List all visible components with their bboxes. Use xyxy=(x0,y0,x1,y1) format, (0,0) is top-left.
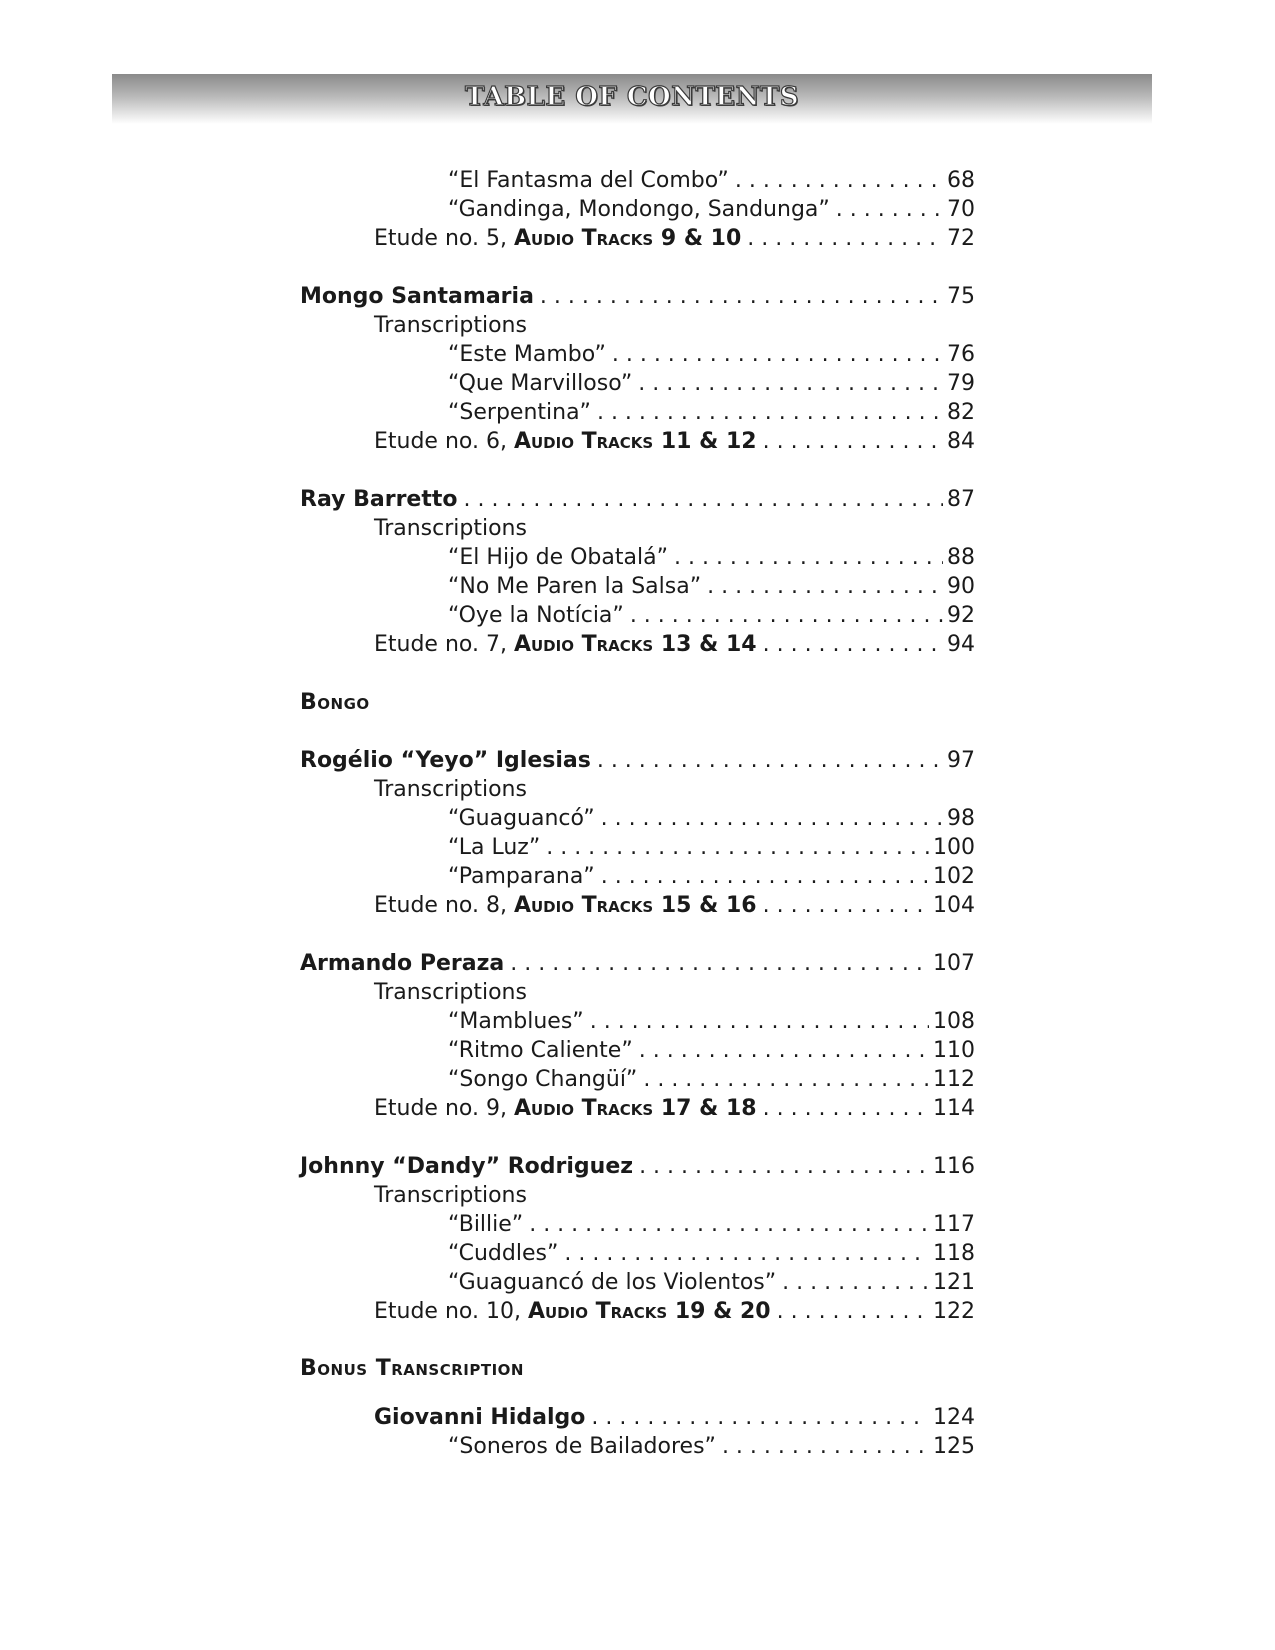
toc-entry-label: “Este Mambo” xyxy=(448,342,606,367)
transcriptions-label: Transcriptions xyxy=(374,516,527,541)
etude-prefix: Etude no. 9, xyxy=(374,1096,514,1121)
toc-page-number: 125 xyxy=(933,1434,975,1459)
toc-subheading xyxy=(374,1181,975,1211)
dot-leader xyxy=(747,224,943,254)
dot-leader xyxy=(597,398,943,428)
toc-page-number: 84 xyxy=(947,429,975,454)
dot-leader xyxy=(674,543,943,573)
toc-page-number: 108 xyxy=(933,1009,975,1034)
toc-entry-label: “Pamparana” xyxy=(448,864,595,889)
toc-entry-label: “Guaguancó de los Violentos” xyxy=(448,1270,777,1295)
toc-entry[interactable] xyxy=(448,398,975,428)
dot-leader xyxy=(546,833,929,863)
toc-entry-label: “Serpentina” xyxy=(448,400,591,425)
toc-page-number: 97 xyxy=(947,748,975,773)
toc-etude-entry[interactable] xyxy=(374,630,975,660)
toc-page-number: 98 xyxy=(947,806,975,831)
dot-leader xyxy=(782,1268,929,1298)
dot-leader xyxy=(612,340,943,370)
toc-page-number: 75 xyxy=(947,284,975,309)
toc-entry-label: “Que Marvilloso” xyxy=(448,371,633,396)
dot-leader xyxy=(601,804,943,834)
etude-prefix: Etude no. 8, xyxy=(374,893,514,918)
toc-entry-label: “Soneros de Bailadores” xyxy=(448,1434,716,1459)
toc-artist-entry[interactable] xyxy=(300,1152,975,1182)
toc-artist-entry[interactable] xyxy=(300,485,975,515)
toc-entry[interactable] xyxy=(448,862,975,892)
dot-leader xyxy=(763,891,929,921)
dot-leader xyxy=(564,1239,929,1269)
toc-artist-label: Armando Peraza xyxy=(300,951,505,976)
toc-etude-entry[interactable] xyxy=(374,427,975,457)
toc-entry-label: “El Hijo de Obatalá” xyxy=(448,545,668,570)
toc-entry-label: “Guaguancó” xyxy=(448,806,595,831)
toc-page-number: 100 xyxy=(933,835,975,860)
etude-prefix: Etude no. 6, xyxy=(374,429,514,454)
transcriptions-label: Transcriptions xyxy=(374,980,527,1005)
toc-subheading xyxy=(374,514,975,544)
toc-page-number: 121 xyxy=(933,1270,975,1295)
toc-entry-label xyxy=(374,1297,771,1327)
dot-leader xyxy=(763,1094,929,1124)
dot-leader xyxy=(643,1065,929,1095)
transcriptions-label: Transcriptions xyxy=(374,777,527,802)
toc-entry-label: “Ritmo Caliente” xyxy=(448,1038,633,1063)
toc-artist-label: Rogélio “Yeyo” Iglesias xyxy=(300,748,591,773)
toc-page-number: 112 xyxy=(933,1067,975,1092)
toc-entry[interactable] xyxy=(448,543,975,573)
toc-etude-entry[interactable] xyxy=(374,1094,975,1124)
dot-leader xyxy=(630,601,943,631)
header-band xyxy=(112,74,1152,124)
section-heading-bonus: Bonus Transcription xyxy=(300,1356,524,1381)
toc-artist-label: Mongo Santamaria xyxy=(300,284,534,309)
toc-entry-label: “La Luz” xyxy=(448,835,541,860)
dot-leader xyxy=(464,485,944,515)
toc-subheading xyxy=(374,978,975,1008)
toc-entry-label: “Songo Changüí” xyxy=(448,1067,638,1092)
audio-tracks-label: Audio Tracks 17 & 18 xyxy=(513,1096,757,1121)
etude-prefix: Etude no. 5, xyxy=(374,226,514,251)
audio-tracks-label: Audio Tracks 13 & 14 xyxy=(513,632,757,657)
dot-leader xyxy=(597,746,943,776)
toc-entry-label: “Gandinga, Mondongo, Sandunga” xyxy=(448,197,830,222)
toc-page-number: 68 xyxy=(947,168,975,193)
toc-entry-label: “Cuddles” xyxy=(448,1241,559,1266)
toc-entry[interactable] xyxy=(448,195,975,225)
dot-leader xyxy=(763,427,943,457)
toc-page-number: 92 xyxy=(947,603,975,628)
toc-page-number: 79 xyxy=(947,371,975,396)
dot-leader xyxy=(510,949,929,979)
toc-entry[interactable] xyxy=(448,340,975,370)
section-heading-bongo: Bongo xyxy=(300,690,370,715)
toc-entry[interactable] xyxy=(448,1007,975,1037)
toc-page-number: 117 xyxy=(933,1212,975,1237)
audio-tracks-label: Audio Tracks 19 & 20 xyxy=(527,1299,771,1324)
dot-leader xyxy=(590,1007,929,1037)
toc-etude-entry[interactable] xyxy=(374,1297,975,1327)
toc-artist-entry[interactable] xyxy=(300,746,975,776)
toc-page-number: 124 xyxy=(933,1405,975,1430)
toc-entry[interactable] xyxy=(448,804,975,834)
dot-leader xyxy=(707,572,943,602)
toc-entry[interactable] xyxy=(448,1239,975,1269)
toc-artist-label: Johnny “Dandy” Rodriguez xyxy=(300,1154,634,1179)
toc-subheading xyxy=(374,775,975,805)
toc-page-number: 70 xyxy=(947,197,975,222)
toc-page-number: 76 xyxy=(947,342,975,367)
toc-entry[interactable] xyxy=(448,601,975,631)
etude-prefix: Etude no. 10, xyxy=(374,1299,528,1324)
toc-page-number: 114 xyxy=(933,1096,975,1121)
toc-etude-entry[interactable] xyxy=(374,891,975,921)
audio-tracks-label: Audio Tracks 9 & 10 xyxy=(513,226,742,251)
toc-entry-label xyxy=(374,630,757,660)
toc-entry-label xyxy=(374,1094,757,1124)
toc-artist-entry[interactable] xyxy=(300,282,975,312)
toc-entry-label: “Mamblues” xyxy=(448,1009,584,1034)
dot-leader xyxy=(639,1152,929,1182)
toc-artist-entry[interactable] xyxy=(374,1403,975,1433)
etude-prefix: Etude no. 7, xyxy=(374,632,514,657)
toc-entry[interactable] xyxy=(448,1065,975,1095)
page-title: TABLE OF CONTENTS xyxy=(464,82,800,112)
toc-entry-label: “El Fantasma del Combo” xyxy=(448,168,729,193)
toc-page-number: 94 xyxy=(947,632,975,657)
toc-entry-label: “Billie” xyxy=(448,1212,524,1237)
dot-leader xyxy=(601,862,929,892)
toc-artist-label: Ray Barretto xyxy=(300,487,458,512)
toc-entry[interactable] xyxy=(448,1268,975,1298)
toc-page-number: 72 xyxy=(947,226,975,251)
toc-page-number: 107 xyxy=(933,951,975,976)
toc-entry[interactable] xyxy=(448,1036,975,1066)
dot-leader xyxy=(722,1432,929,1462)
dot-leader xyxy=(777,1297,929,1327)
audio-tracks-label: Audio Tracks 15 & 16 xyxy=(513,893,757,918)
dot-leader xyxy=(540,282,943,312)
dot-leader xyxy=(639,1036,929,1066)
toc-artist-entry[interactable] xyxy=(300,949,975,979)
toc-entry-label: “Oye la Notícia” xyxy=(448,603,624,628)
toc-entry[interactable] xyxy=(448,833,975,863)
dot-leader xyxy=(529,1210,929,1240)
dot-leader xyxy=(836,195,943,225)
transcriptions-label: Transcriptions xyxy=(374,1183,527,1208)
toc-page-number: 110 xyxy=(933,1038,975,1063)
toc-entry-label xyxy=(374,224,741,254)
dot-leader xyxy=(763,630,943,660)
transcriptions-label: Transcriptions xyxy=(374,313,527,338)
toc-page-number: 90 xyxy=(947,574,975,599)
toc-page-number: 102 xyxy=(933,864,975,889)
audio-tracks-label: Audio Tracks 11 & 12 xyxy=(513,429,757,454)
toc-entry-label xyxy=(374,891,757,921)
dot-leader xyxy=(591,1403,929,1433)
dot-leader xyxy=(638,369,943,399)
toc-entry[interactable] xyxy=(448,166,975,196)
toc-artist-label: Giovanni Hidalgo xyxy=(374,1405,586,1430)
toc-entry[interactable] xyxy=(448,1210,975,1240)
toc-etude-entry[interactable] xyxy=(374,224,975,254)
dot-leader xyxy=(735,166,943,196)
toc-page-number: 88 xyxy=(947,545,975,570)
toc-entry[interactable] xyxy=(448,369,975,399)
toc-entry[interactable] xyxy=(448,572,975,602)
toc-page-number: 122 xyxy=(933,1299,975,1324)
toc-entry-label: “No Me Paren la Salsa” xyxy=(448,574,702,599)
toc-page-number: 104 xyxy=(933,893,975,918)
toc-entry[interactable] xyxy=(448,1432,975,1462)
toc-page-number: 82 xyxy=(947,400,975,425)
toc-page-number: 116 xyxy=(933,1154,975,1179)
toc-subheading xyxy=(374,311,975,341)
toc-page-number: 118 xyxy=(933,1241,975,1266)
toc-page-number: 87 xyxy=(947,487,975,512)
toc-entry-label xyxy=(374,427,757,457)
